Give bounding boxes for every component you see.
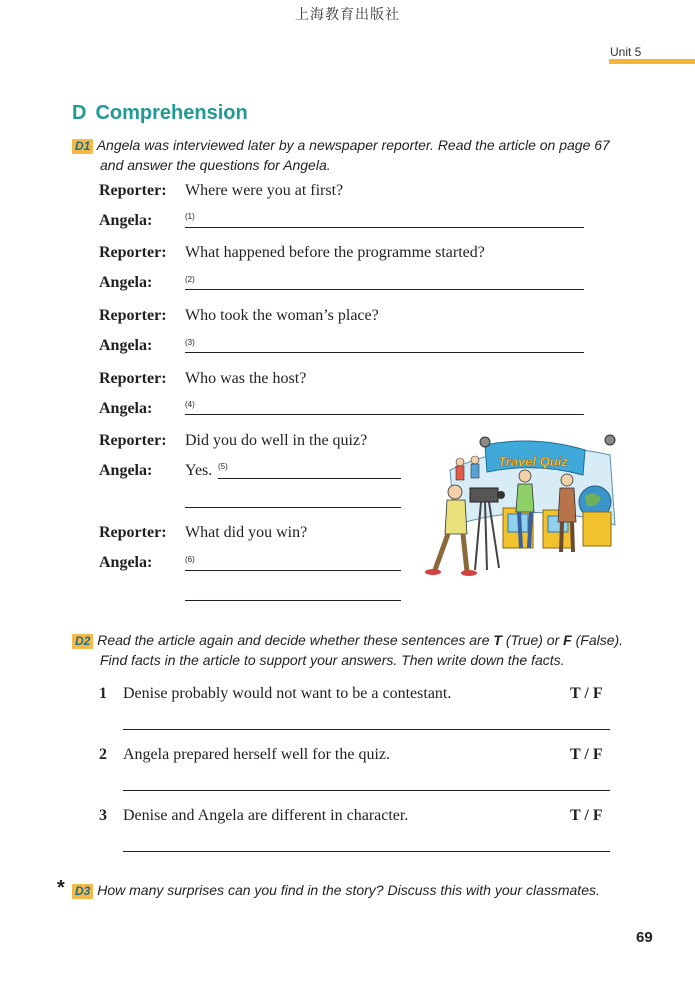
d1-instruction-line1: Angela was interviewed later by a newspaper reporter. Read the article on page 67 (96, 137, 610, 153)
answer-prefix-5: Yes. (185, 462, 213, 479)
angela-label: Angela: (99, 400, 153, 417)
d3-tag: D3 (72, 884, 93, 899)
section-name: Comprehension (95, 102, 248, 124)
section-title (72, 102, 248, 125)
d2-answer-line-2[interactable] (123, 790, 610, 791)
d2-answer-line-1[interactable] (123, 729, 610, 730)
d1-instruction-line2: and answer the questions for Angela. (100, 157, 331, 173)
unit-bar (609, 59, 695, 64)
d2-instruction (72, 630, 652, 670)
true-letter: T (493, 632, 502, 648)
answer-line-1[interactable] (185, 227, 584, 228)
answer-line-6b[interactable] (185, 600, 401, 601)
answer-number-1: (1) (185, 212, 195, 221)
question-2: What happened before the programme started? (185, 244, 485, 261)
reporter-label: Reporter: (99, 307, 167, 324)
true-false-choice[interactable]: T / F (570, 807, 603, 824)
answer-number-5: (5) (218, 462, 228, 471)
answer-line-4[interactable] (185, 414, 584, 415)
unit-label: Unit 5 (610, 45, 642, 59)
d3-instruction-text: How many surprises can you find in the story? Discuss this with your classmates. (97, 882, 600, 898)
publisher-name: 上海教育出版社 (295, 7, 400, 23)
answer-line-2[interactable] (185, 289, 584, 290)
true-word: (True) or (501, 632, 564, 648)
d1-instruction (72, 135, 632, 175)
quiz-show-illustration (415, 430, 625, 580)
question-1: Where were you at first? (185, 182, 344, 199)
d2-item-text: Denise and Angela are different in character. (123, 807, 409, 824)
question-5: Did you do well in the quiz? (185, 432, 368, 449)
answer-line-5b[interactable] (185, 507, 401, 508)
d2-item-number: 3 (99, 807, 107, 824)
question-4: Who was the host? (185, 370, 307, 387)
challenge-star: * (57, 877, 65, 899)
question-6: What did you win? (185, 524, 308, 541)
angela-label: Angela: (99, 274, 153, 291)
travel-quiz-sign: Travel Quiz (498, 454, 568, 469)
angela-label: Angela: (99, 337, 153, 354)
false-letter: F (563, 632, 572, 648)
reporter-label: Reporter: (99, 432, 167, 449)
answer-number-2: (2) (185, 275, 195, 284)
d2-item-number: 2 (99, 746, 107, 763)
reporter-label: Reporter: (99, 370, 167, 387)
d2-answer-line-3[interactable] (123, 851, 610, 852)
reporter-label: Reporter: (99, 524, 167, 541)
reporter-label: Reporter: (99, 244, 167, 261)
angela-label: Angela: (99, 554, 153, 571)
answer-number-3: (3) (185, 338, 195, 347)
answer-line-5a[interactable] (218, 478, 401, 479)
answer-number-6: (6) (185, 555, 195, 564)
d2-instruction-text: Read the article again and decide whether these sentences are (97, 632, 494, 648)
page-number: 69 (636, 929, 653, 946)
d2-item-number: 1 (99, 685, 107, 702)
d2-item-text: Denise probably would not want to be a contestant. (123, 685, 452, 702)
answer-number-4: (4) (185, 400, 195, 409)
angela-label: Angela: (99, 212, 153, 229)
true-false-choice[interactable]: T / F (570, 746, 603, 763)
answer-line-6a[interactable] (185, 570, 401, 571)
answer-line-3[interactable] (185, 352, 584, 353)
d2-instruction-line2: Find facts in the article to support your answers. Then write down the facts. (100, 652, 565, 668)
section-letter: D (72, 102, 87, 124)
d2-item-text: Angela prepared herself well for the quiz. (123, 746, 390, 763)
true-false-choice[interactable]: T / F (570, 685, 603, 702)
false-word: (False). (571, 632, 624, 648)
d2-tag: D2 (72, 634, 93, 649)
angela-label: Angela: (99, 462, 153, 479)
d3-instruction (72, 880, 600, 900)
d1-tag: D1 (72, 139, 93, 154)
question-3: Who took the woman’s place? (185, 307, 379, 324)
reporter-label: Reporter: (99, 182, 167, 199)
